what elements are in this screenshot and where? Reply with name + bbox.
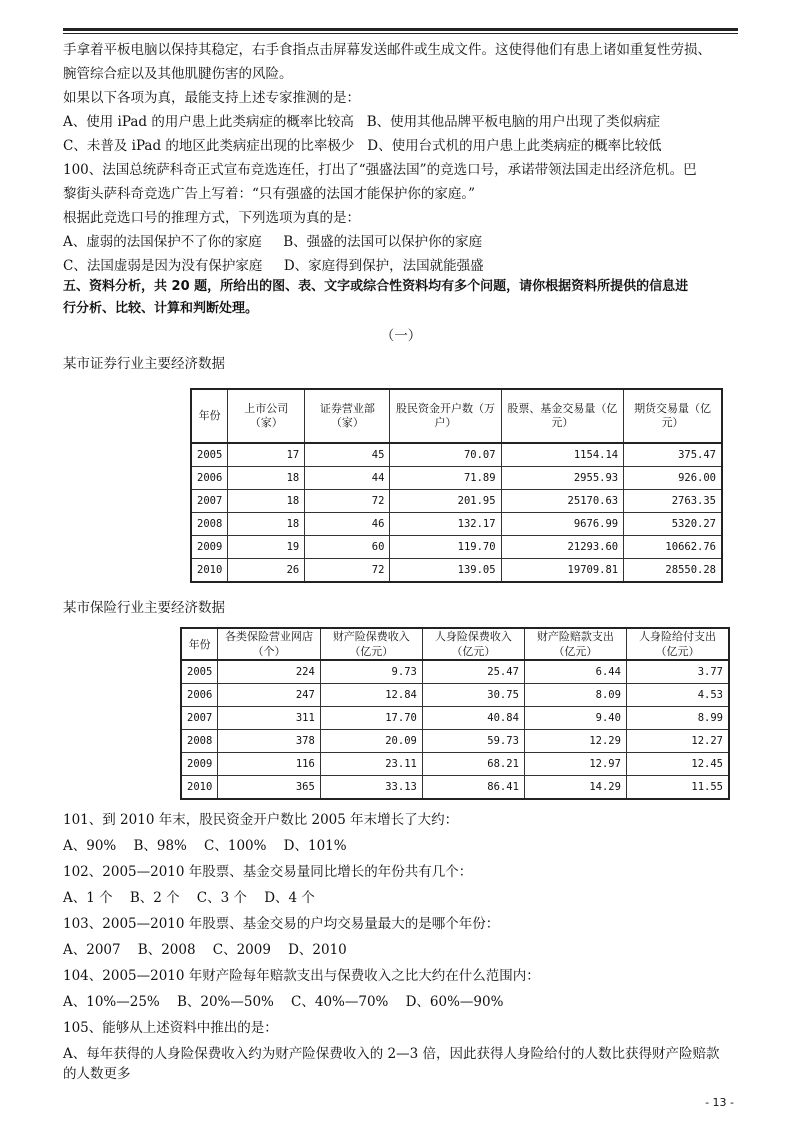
table-row <box>181 776 729 800</box>
table-row <box>191 490 722 513</box>
table-cell: 2010 <box>181 776 218 800</box>
table-cell: 375.47 <box>624 443 722 467</box>
table-cell: 17 <box>228 443 305 467</box>
table-cell: 2006 <box>191 467 228 490</box>
q102-options <box>63 888 739 908</box>
table-cell: 2005 <box>181 660 218 684</box>
table-cell: 10662.76 <box>624 536 722 559</box>
table-cell: 8.09 <box>524 684 626 707</box>
q104-option-a: A、10%—25% <box>63 994 160 1010</box>
q101-option-c: C、100% <box>204 838 267 854</box>
intro-line-1: 手拿着平板电脑以保持其稳定，右手食指点击屏幕发送邮件或生成文件。这使得他们有患上诸如重复性劳损、 <box>63 42 711 58</box>
table-cell: 8.99 <box>626 707 729 730</box>
table-cell: 2008 <box>191 513 228 536</box>
table-row <box>181 753 729 776</box>
table-row <box>181 684 729 707</box>
table-cell: 132.17 <box>390 513 501 536</box>
table2-header-cell: 人身险保费收入（亿元） <box>422 628 524 660</box>
table-cell: 30.75 <box>422 684 524 707</box>
insurance-table <box>180 627 730 800</box>
table1-header-cell: 证券营业部（家） <box>305 389 390 443</box>
table-cell: 2009 <box>181 753 218 776</box>
table-cell: 46 <box>305 513 390 536</box>
q103-options <box>63 940 739 960</box>
page-content <box>63 40 739 374</box>
page-number: - 13 - <box>705 1096 734 1109</box>
q102-text: 102、2005—2010 年股票、基金交易量同比增长的年份共有几个： <box>63 864 473 880</box>
table-cell: 3.77 <box>626 660 729 684</box>
table-cell: 2955.93 <box>501 467 624 490</box>
table-cell: 45 <box>305 443 390 467</box>
q104-option-c: C、40%—70% <box>291 994 389 1010</box>
table-row <box>191 467 722 490</box>
table-cell: 2763.35 <box>624 490 722 513</box>
table-cell: 119.70 <box>390 536 501 559</box>
table-cell: 72 <box>305 559 390 583</box>
table1-header-cell: 年份 <box>191 389 228 443</box>
q104-text: 104、2005—2010 年财产险每年赔款支出与保费收入之比大约在什么范围内： <box>63 968 540 984</box>
table-cell: 71.89 <box>390 467 501 490</box>
table-cell: 59.73 <box>422 730 524 753</box>
table-cell: 6.44 <box>524 660 626 684</box>
q101-text: 101、到 2010 年末，股民资金开户数比 2005 年末增长了大约： <box>63 812 459 828</box>
table-cell: 4.53 <box>626 684 729 707</box>
header-rule-thick <box>63 28 738 31</box>
table-cell: 26 <box>228 559 305 583</box>
table-cell: 18 <box>228 513 305 536</box>
q104-option-d: D、60%—90% <box>405 994 504 1010</box>
table-cell: 44 <box>305 467 390 490</box>
table-cell: 12.84 <box>320 684 422 707</box>
table1-header-cell: 上市公司（家） <box>228 389 305 443</box>
q103-option-c: C、2009 <box>212 942 271 958</box>
table-cell: 224 <box>218 660 321 684</box>
table-cell: 25.47 <box>422 660 524 684</box>
questions-block <box>63 810 739 1084</box>
table-cell: 19709.81 <box>501 559 624 583</box>
section-heading-line-1: 五、资料分析，共 20 题，所给出的图、表、文字或综合性资料均有多个问题，请你根据资料所提供的信息进 <box>63 279 689 294</box>
table-cell: 21293.60 <box>501 536 624 559</box>
table-cell: 2007 <box>191 490 228 513</box>
table-cell: 86.41 <box>422 776 524 800</box>
table-cell: 311 <box>218 707 321 730</box>
table-cell: 365 <box>218 776 321 800</box>
q102-option-c: C、3 个 <box>196 890 248 906</box>
q100-prompt: 根据此竞选口号的推理方式，下列选项为真的是： <box>63 210 360 226</box>
table-cell: 139.05 <box>390 559 501 583</box>
header-rule-thin <box>63 33 738 34</box>
q100-options-cd <box>63 256 739 276</box>
q103-option-d: D、2010 <box>288 942 347 958</box>
table-row <box>181 730 729 753</box>
table1-header-cell: 期货交易量（亿元） <box>624 389 722 443</box>
table-row <box>191 513 722 536</box>
section-heading-line-2: 行分析、比较、计算和判断处理。 <box>63 301 259 316</box>
q100-option-b: B、强盛的法国可以保护你的家庭 <box>283 234 483 250</box>
table1-title: 某市证券行业主要经济数据 <box>63 356 225 372</box>
table-cell: 17.70 <box>320 707 422 730</box>
table-cell: 2005 <box>191 443 228 467</box>
table-cell: 2007 <box>181 707 218 730</box>
table-row <box>191 536 722 559</box>
q103-option-b: B、2008 <box>137 942 196 958</box>
table-cell: 18 <box>228 490 305 513</box>
q104-options <box>63 992 739 1012</box>
table-row <box>191 559 722 583</box>
q102-option-b: B、2 个 <box>129 890 180 906</box>
table-row <box>181 660 729 684</box>
q100-option-a: A、虚弱的法国保护不了你的家庭 <box>63 234 262 250</box>
table-cell: 247 <box>218 684 321 707</box>
q100-option-c: C、法国虚弱是因为没有保护家庭 <box>63 258 263 274</box>
table-cell: 5320.27 <box>624 513 722 536</box>
table-cell: 926.00 <box>624 467 722 490</box>
part-label: （一） <box>380 328 422 344</box>
table1-header-cell: 股票、基金交易量（亿元） <box>501 389 624 443</box>
table-cell: 116 <box>218 753 321 776</box>
q101-option-b: B、98% <box>133 838 187 854</box>
intro-options-cd <box>63 136 739 156</box>
table-cell: 60 <box>305 536 390 559</box>
table-cell: 72 <box>305 490 390 513</box>
table-cell: 20.09 <box>320 730 422 753</box>
q100-line-1: 100、法国总统萨科奇正式宣布竞选连任，打出了“强盛法国”的竞选口号，承诺带领法国走出经济危机。巴 <box>63 162 697 178</box>
table-cell: 12.27 <box>626 730 729 753</box>
option-d: D、使用台式机的用户患上此类病症的概率比较低 <box>367 138 662 154</box>
intro-line-2: 腕管综合症以及其他肌腱伤害的风险。 <box>63 66 293 82</box>
q102-option-d: D、4 个 <box>264 890 315 906</box>
table-row <box>181 707 729 730</box>
table-cell: 25170.63 <box>501 490 624 513</box>
table-cell: 12.45 <box>626 753 729 776</box>
q105-text: 105、能够从上述资料中推出的是： <box>63 1020 278 1036</box>
intro-options-ab <box>63 112 739 132</box>
table-cell: 9.73 <box>320 660 422 684</box>
q101-options <box>63 836 739 856</box>
table-cell: 2009 <box>191 536 228 559</box>
table2-header-cell: 财产险保费收入（亿元） <box>320 628 422 660</box>
q102-option-a: A、1 个 <box>63 890 113 906</box>
table2-header-cell: 年份 <box>181 628 218 660</box>
q100-option-d: D、家庭得到保护，法国就能强盛 <box>283 258 484 274</box>
table1-header-row <box>191 389 722 443</box>
table-cell: 40.84 <box>422 707 524 730</box>
table2-header-cell: 财产险赔款支出（亿元） <box>524 628 626 660</box>
table-cell: 2010 <box>191 559 228 583</box>
table2-header-cell: 各类保险营业网店（个） <box>218 628 321 660</box>
table-cell: 1154.14 <box>501 443 624 467</box>
table-cell: 9676.99 <box>501 513 624 536</box>
table-cell: 378 <box>218 730 321 753</box>
table-cell: 68.21 <box>422 753 524 776</box>
q101-option-d: D、101% <box>283 838 347 854</box>
q104-option-b: B、20%—50% <box>176 994 274 1010</box>
option-b: B、使用其他品牌平板电脑的用户出现了类似病症 <box>366 114 661 130</box>
table-cell: 2006 <box>181 684 218 707</box>
q105-option-a-line-2: 的人数更多 <box>63 1066 131 1082</box>
securities-table <box>190 388 723 583</box>
table-row <box>191 443 722 467</box>
intro-prompt: 如果以下各项为真，最能支持上述专家推测的是： <box>63 90 360 106</box>
table-cell: 12.29 <box>524 730 626 753</box>
table-cell: 9.40 <box>524 707 626 730</box>
table-cell: 33.13 <box>320 776 422 800</box>
table2-title: 某市保险行业主要经济数据 <box>63 600 225 616</box>
table-cell: 12.97 <box>524 753 626 776</box>
table-cell: 11.55 <box>626 776 729 800</box>
option-a: A、使用 iPad 的用户患上此类病症的概率比较高 <box>63 114 354 130</box>
table2-header-cell: 人身险给付支出（亿元） <box>626 628 729 660</box>
table-cell: 70.07 <box>390 443 501 467</box>
q101-option-a: A、90% <box>63 838 117 854</box>
table2-header-row <box>181 628 729 660</box>
q103-option-a: A、2007 <box>63 942 121 958</box>
option-c: C、未普及 iPad 的地区此类病症出现的比率极少 <box>63 138 355 154</box>
table-cell: 19 <box>228 536 305 559</box>
table-cell: 14.29 <box>524 776 626 800</box>
table-cell: 23.11 <box>320 753 422 776</box>
q100-options-ab <box>63 232 739 252</box>
q103-text: 103、2005—2010 年股票、基金交易的户均交易量最大的是哪个年份： <box>63 916 500 932</box>
table-cell: 201.95 <box>390 490 501 513</box>
q100-line-2: 黎街头萨科奇竞选广告上写着：“只有强盛的法国才能保护你的家庭。” <box>63 186 476 202</box>
table1-header-cell: 股民资金开户数（万户） <box>390 389 501 443</box>
q105-option-a-line-1: A、每年获得的人身险保费收入约为财产险保费收入的 2—3 倍，因此获得人身险给付的人数比获得财产险赔款 <box>63 1046 720 1062</box>
table-cell: 18 <box>228 467 305 490</box>
table-cell: 2008 <box>181 730 218 753</box>
table-cell: 28550.28 <box>624 559 722 583</box>
